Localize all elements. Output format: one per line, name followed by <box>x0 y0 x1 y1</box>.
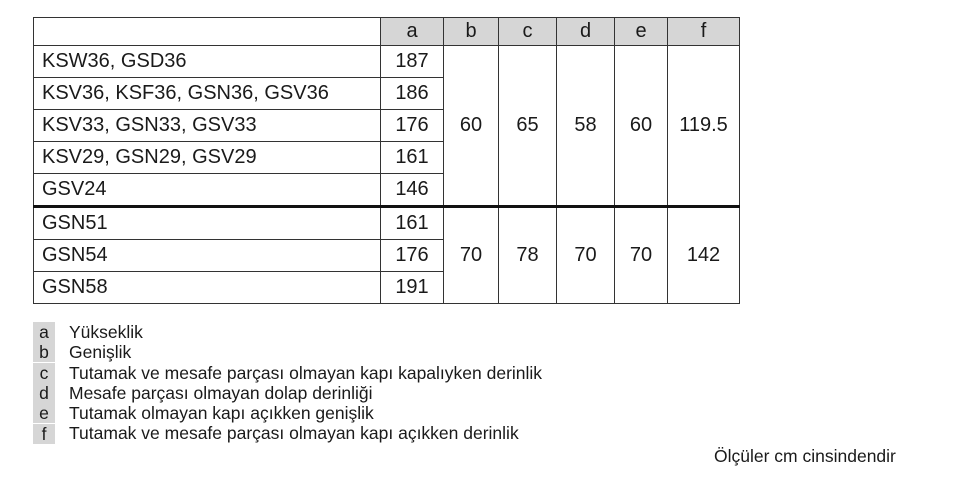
table-header-row <box>34 18 740 46</box>
model-cell: KSV29, GSN29, GSV29 <box>34 142 381 174</box>
legend-key: e <box>33 403 55 423</box>
header-cell-b: b <box>444 18 499 46</box>
model-cell: GSV24 <box>34 174 381 207</box>
height-cell: 176 <box>381 110 444 142</box>
height-cell: 187 <box>381 46 444 78</box>
legend-text: Tutamak olmayan kapı açıkken genişlik <box>69 403 374 424</box>
open-depth-cell: 142 <box>668 207 740 304</box>
height-cell: 146 <box>381 174 444 207</box>
header-cell-d: d <box>557 18 615 46</box>
legend-text: Tutamak ve mesafe parçası olmayan kapı kapalıyken derinlik <box>69 362 543 383</box>
legend-item <box>33 342 542 362</box>
legend-text: Tutamak ve mesafe parçası olmayan kapı açıkken derinlik <box>69 423 519 444</box>
open-width-cell: 60 <box>615 46 668 207</box>
legend-item <box>33 363 542 383</box>
legend-item <box>33 403 542 423</box>
dimensions-table <box>33 17 740 304</box>
depth-closed-cell: 78 <box>499 207 557 304</box>
model-cell: GSN58 <box>34 272 381 304</box>
legend-text: Genişlik <box>69 342 132 363</box>
header-cell-e: e <box>615 18 668 46</box>
legend-key: a <box>33 322 55 342</box>
legend-key: c <box>33 363 55 383</box>
header-cell-c: c <box>499 18 557 46</box>
header-cell-f: f <box>668 18 740 46</box>
model-cell: GSN54 <box>34 240 381 272</box>
table-row <box>34 207 740 240</box>
model-cell: KSV36, KSF36, GSN36, GSV36 <box>34 78 381 110</box>
legend-item <box>33 423 542 443</box>
legend <box>33 322 542 444</box>
height-cell: 161 <box>381 207 444 240</box>
width-cell: 60 <box>444 46 499 207</box>
open-depth-cell: 119.5 <box>668 46 740 207</box>
header-cell-a: a <box>381 18 444 46</box>
legend-key: f <box>33 424 55 444</box>
model-cell: KSW36, GSD36 <box>34 46 381 78</box>
height-cell: 161 <box>381 142 444 174</box>
height-cell: 191 <box>381 272 444 304</box>
height-cell: 176 <box>381 240 444 272</box>
legend-key: d <box>33 383 55 403</box>
legend-text: Yükseklik <box>69 322 143 342</box>
cabinet-depth-cell: 58 <box>557 46 615 207</box>
table-row <box>34 46 740 78</box>
height-cell: 186 <box>381 78 444 110</box>
legend-key: b <box>33 342 55 362</box>
legend-item <box>33 322 542 342</box>
legend-text: Mesafe parçası olmayan dolap derinliği <box>69 382 373 403</box>
header-cell-blank <box>34 18 381 46</box>
open-width-cell: 70 <box>615 207 668 304</box>
model-cell: GSN51 <box>34 207 381 240</box>
depth-closed-cell: 65 <box>499 46 557 207</box>
width-cell: 70 <box>444 207 499 304</box>
cabinet-depth-cell: 70 <box>557 207 615 304</box>
units-note: Ölçüler cm cinsindendir <box>714 446 896 466</box>
model-cell: KSV33, GSN33, GSV33 <box>34 110 381 142</box>
legend-item <box>33 383 542 403</box>
